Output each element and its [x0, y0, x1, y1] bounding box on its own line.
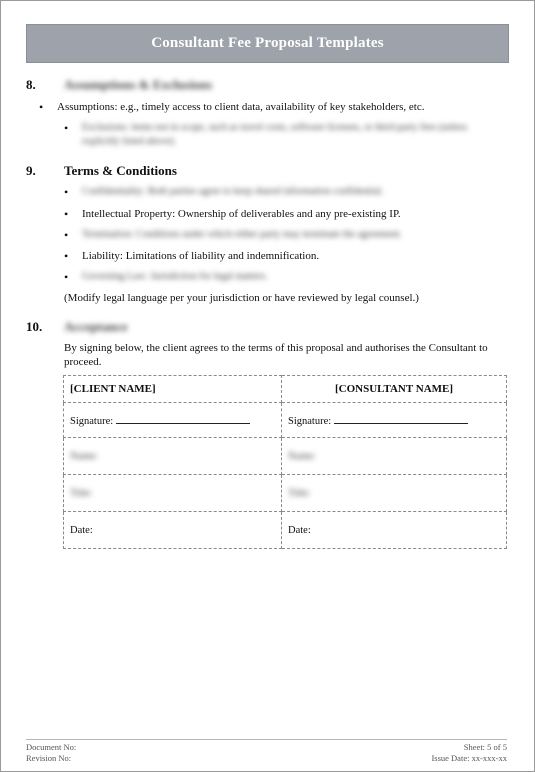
document-title: Consultant Fee Proposal Templates [151, 35, 384, 51]
signature-line [334, 413, 468, 424]
table-row [64, 475, 507, 512]
consultant-title-cell[interactable]: Title: [282, 475, 507, 512]
client-signature-cell[interactable]: Signature: [64, 403, 282, 438]
table-row [64, 438, 507, 475]
section-number: 10. [26, 319, 43, 334]
section-title: Assumptions & Exclusions [64, 77, 213, 92]
revision-number: Revision No: [26, 753, 72, 763]
bullet-icon: • [64, 249, 69, 263]
section-title: Acceptance [64, 319, 128, 334]
client-date-cell[interactable]: Date: [64, 512, 282, 549]
bullet-icon: • [39, 100, 44, 114]
consultant-signature-cell[interactable]: Signature: [282, 403, 507, 438]
consultant-date-cell[interactable]: Date: [282, 512, 507, 549]
issue-date: Issue Date: xx-xxx-xx [431, 753, 507, 763]
signature-table [63, 375, 507, 549]
section-number: 9. [26, 163, 36, 178]
legal-note: (Modify legal language per your jurisdiction or have reviewed by legal counsel.) [64, 292, 419, 304]
signature-line [116, 413, 250, 424]
consultant-name-cell[interactable]: Name: [282, 438, 507, 475]
client-name-cell[interactable]: Name: [64, 438, 282, 475]
document-page: Consultant Fee Proposal Templates 8. Assumptions & Exclusions • Assumptions: e.g., timely access to client data, availability of key stakeholders, etc. • Exclusions: items not in scope, such as travel costs, software licenses, or third-party fees (unless explicitly listed above). 9. Terms & Conditions • Confidentiality: Both parties agree to keep shared information confidential. • Intellectual Property: Ownership of deliverables and any pre-existing IP. • Termination: Conditions under which either party may terminate the agreement. • Liability: Limitations of liability and indemnification. • Governing Law: Jurisdiction for legal matters. (Modify legal language per your jurisdiction or have reviewed by legal counsel.) 10. Acceptance By signing below, the client agrees to the terms of this proposal and authorises the Consultant to proceed. [CLIENT NAME] [CONSULTANT NAME] Signature: Signature: Name: Name: Title: Title: Date: Date: Document No: Revision No: Sheet: 5 of 5 Issue Date: xx-xxx-xx [0, 0, 535, 772]
table-row [64, 403, 507, 438]
section-9 [26, 163, 507, 183]
table-row [64, 512, 507, 549]
page-footer [26, 739, 507, 763]
bullet-icon: • [64, 228, 69, 242]
client-name-header: [CLIENT NAME] [64, 376, 282, 403]
table-row [64, 376, 507, 403]
sheet-number: Sheet: 5 of 5 [463, 742, 507, 752]
section-number: 8. [26, 77, 36, 92]
bullet-icon: • [64, 121, 69, 135]
bullet-icon: • [64, 207, 69, 221]
client-title-cell[interactable]: Title: [64, 475, 282, 512]
document-number: Document No: [26, 742, 77, 752]
bullet-icon: • [64, 185, 69, 199]
section-title: Terms & Conditions [64, 163, 177, 178]
bullet-icon: • [64, 270, 69, 284]
acceptance-intro: By signing below, the client agrees to the terms of this proposal and authorises the Consultant to proceed. [64, 342, 488, 368]
section-10 [26, 319, 507, 339]
document-title-banner [26, 24, 509, 63]
consultant-name-header: [CONSULTANT NAME] [282, 376, 507, 403]
